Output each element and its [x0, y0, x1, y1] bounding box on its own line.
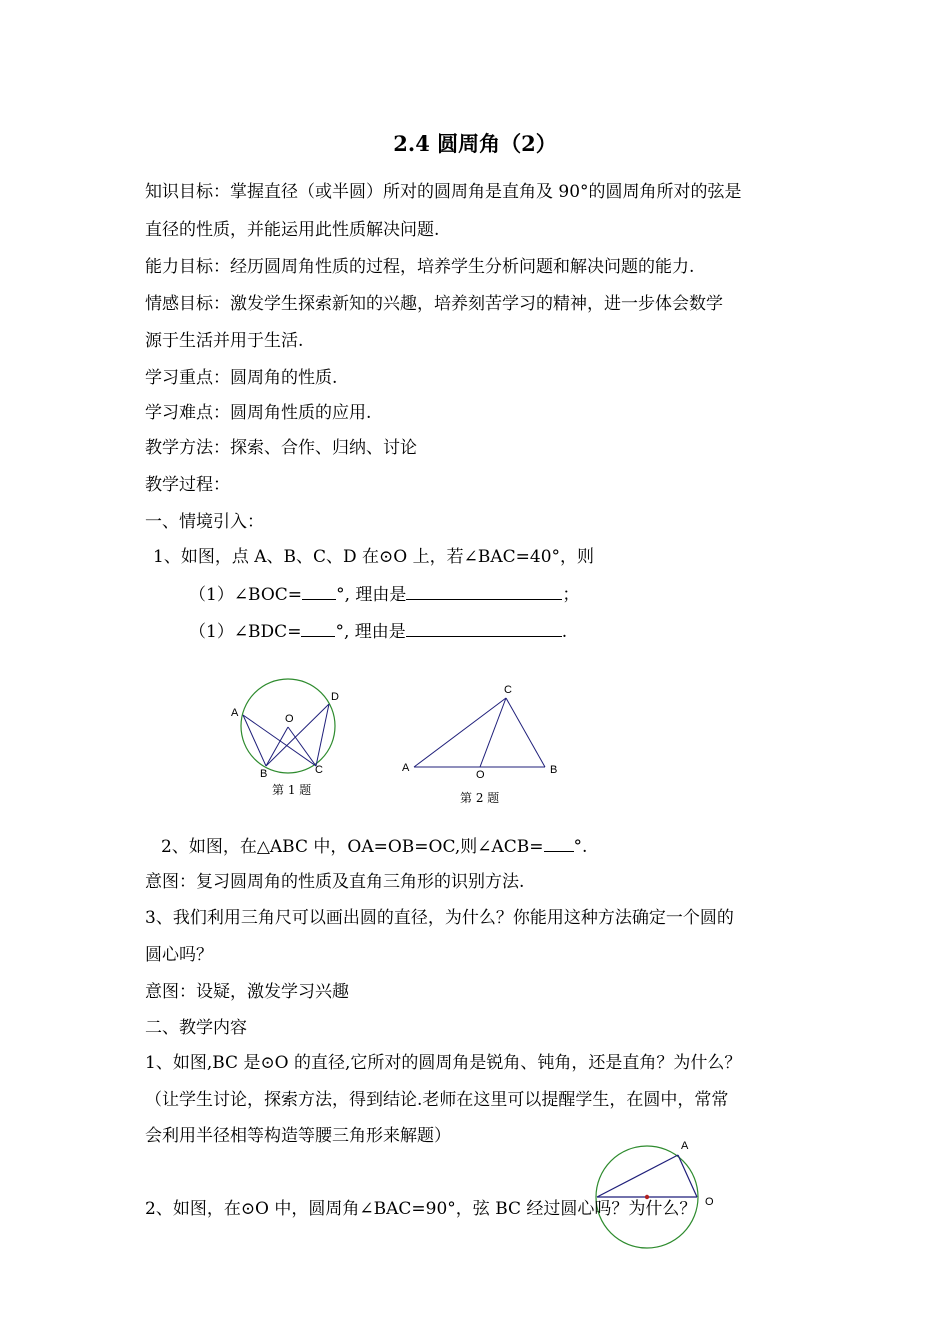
question-1-part-1 [189, 581, 579, 607]
q2-angle-blank[interactable] [544, 833, 574, 852]
q1p1-reason-blank[interactable] [406, 581, 562, 600]
content-2-line: 2、如图，在⊙O 中，圆周角∠BAC=90°，弦 BC 经过圆心吗？为什么？ [145, 1199, 697, 1219]
figure-1-circle-diagram [225, 672, 345, 782]
content-1-line: 1、如图,BC 是⊙O 的直径,它所对的圆周角是锐角、钝角，还是直角？为什么？ [145, 1053, 742, 1073]
figure-3-circle-diagram [590, 1135, 720, 1255]
figure-2-triangle-diagram [395, 680, 570, 785]
knowledge-goal-line-2: 直径的性质，并能运用此性质解决问题. [145, 220, 440, 240]
question-3-line-1: 3、我们利用三角尺可以画出圆的直径，为什么？你能用这种方法确定一个圆的 [145, 908, 734, 928]
fig2-label-O: O [476, 769, 485, 781]
fig3-label-A: A [681, 1140, 689, 1152]
question-2-line [161, 833, 587, 859]
teaching-method-line: 教学方法：探索、合作、归纳、讨论 [145, 438, 417, 458]
section-one-heading: 一、情境引入： [145, 512, 264, 532]
figure-2-caption: 第 2 题 [460, 791, 500, 805]
fig1-label-B: B [260, 768, 268, 780]
question-1-line: 1、如图，点 A、B、C、D 在⊙O 上，若∠BAC=40°，则 [153, 547, 595, 567]
fig2-label-C: C [504, 684, 512, 696]
section-two-heading: 二、教学内容 [145, 1018, 247, 1038]
teaching-process-heading: 教学过程： [145, 475, 230, 495]
ability-goal-line: 能力目标：经历圆周角性质的过程，培养学生分析问题和解决问题的能力. [145, 257, 695, 277]
fig1-line-OC [288, 727, 316, 766]
fig1-line-CD [316, 704, 329, 766]
knowledge-goal-line-1: 知识目标：掌握直径（或半圆）所对的圆周角是直角及 90°的圆周角所对的弦是 [145, 182, 742, 202]
fig1-label-D: D [331, 691, 339, 703]
fig2-label-B: B [550, 764, 558, 776]
fig3-line-AC [678, 1155, 697, 1197]
fig1-label-O: O [285, 713, 294, 725]
fig3-label-O: O [705, 1196, 714, 1208]
page-title: 2.4 圆周角（2） [393, 131, 557, 156]
fig1-label-C: C [315, 764, 323, 776]
question-1-part-2 [189, 618, 567, 644]
fig1-circle [241, 679, 335, 773]
q1p1-suffix: ； [562, 585, 580, 605]
q1p2-reason-blank[interactable] [406, 618, 562, 637]
fig1-line-BD [266, 704, 329, 766]
q2-text: 2、如图，在△ABC 中，OA=OB=OC,则∠ACB= [161, 837, 544, 857]
content-1-note-line-1: （让学生讨论，探索方法，得到结论.老师在这里可以提醒学生，在圆中，常常 [145, 1090, 729, 1110]
question-3-line-2: 圆心吗？ [145, 945, 213, 965]
fig2-line-AC [414, 698, 506, 767]
q1p2-angle-blank[interactable] [301, 618, 335, 637]
q2-suffix: °. [573, 837, 588, 857]
fig1-label-A: A [231, 707, 239, 719]
content-1-note-line-2: 会利用半径相等构造等腰三角形来解题） [145, 1126, 451, 1146]
q1p1-angle-blank[interactable] [302, 581, 336, 600]
fig2-line-CB [506, 698, 545, 767]
emotion-goal-line-1: 情感目标：激发学生探索新知的兴趣，培养刻苦学习的精神，进一步体会数学 [145, 294, 723, 314]
difficulty-line: 学习难点：圆周角性质的应用. [145, 403, 372, 423]
q1p2-suffix: . [561, 622, 568, 642]
q1p2-prefix: （1）∠BDC= [189, 622, 302, 642]
intent-line-2: 意图：设疑，激发学习兴趣 [145, 982, 349, 1002]
q1p1-prefix: （1）∠BOC= [189, 585, 303, 605]
fig2-label-A: A [402, 762, 410, 774]
fig3-line-AB [597, 1155, 678, 1197]
intent-line-1: 意图：复习圆周角的性质及直角三角形的识别方法. [145, 872, 525, 892]
key-point-line: 学习重点：圆周角的性质. [145, 368, 338, 388]
q1p2-reason-label: °, 理由是 [335, 622, 406, 642]
figure-1-caption: 第 1 题 [272, 783, 312, 797]
emotion-goal-line-2: 源于生活并用于生活. [145, 331, 304, 351]
q1p1-reason-label: °, 理由是 [336, 585, 407, 605]
